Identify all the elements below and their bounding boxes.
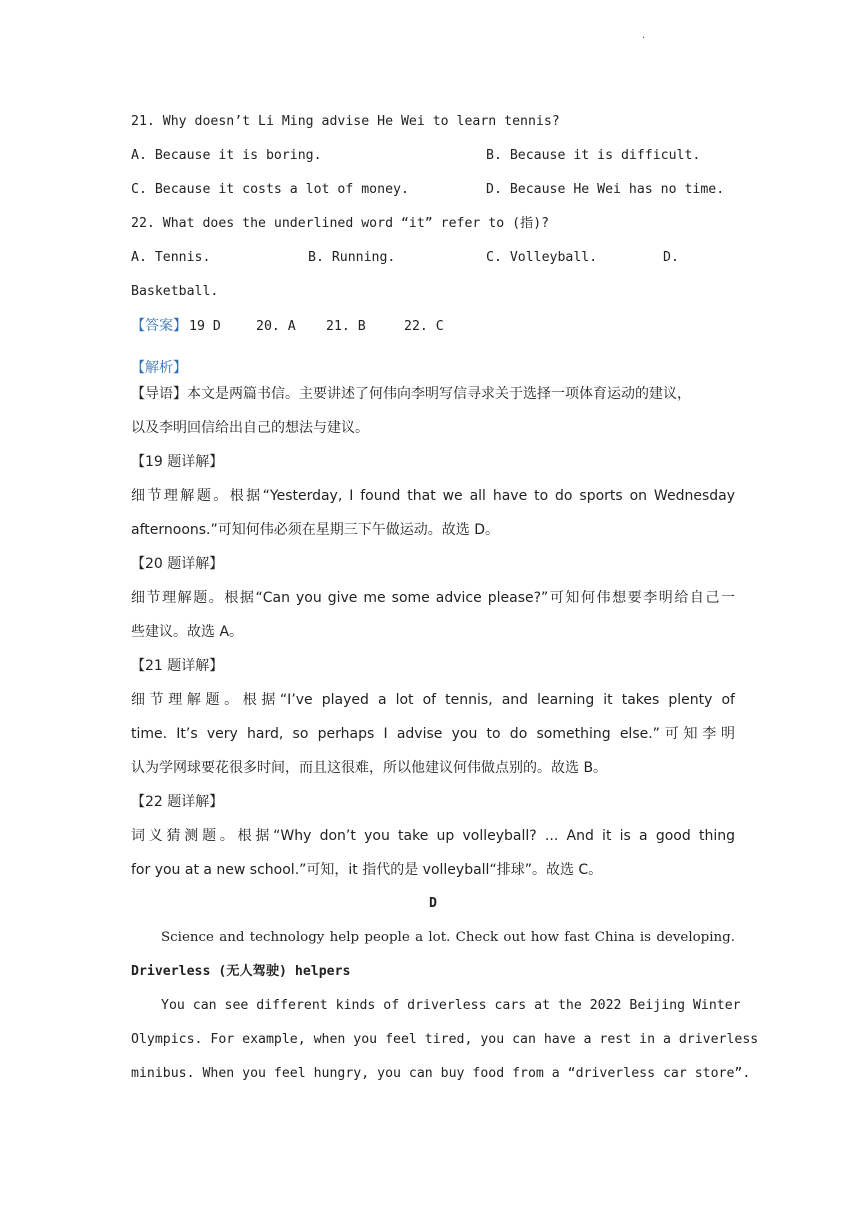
answer-19: 19 D — [189, 319, 221, 334]
section-d-subheading: Driverless (无人驾驶) helpers — [131, 964, 351, 979]
detail-19-line-1: 细节理解题。根据“Yesterday, I found that we all have to do sports on Wednesday — [131, 488, 735, 504]
detail-21-line-3: 认为学网球要花很多时间，而且这很难，所以他建议何伟做点别的。故选 B。 — [131, 760, 608, 776]
q21-option-b: B. Because it is difficult. — [486, 148, 701, 163]
question-22: 22. What does the underlined word “it” refer to (指)? — [131, 216, 550, 231]
detail-19-line-2: afternoons.”可知何伟必须在星期三下午做运动。故选 D。 — [131, 522, 499, 538]
guide-line-1: 【导语】本文是两篇书信。主要讲述了何伟向李明写信寻求关于选择一项体育运动的建议， — [131, 386, 691, 402]
q22-options-row — [131, 246, 735, 280]
detail-20-line-2: 些建议。故选 A。 — [131, 624, 244, 640]
detail-21-line-1: 细节理解题。根据“I’ve played a lot of tennis, and learning it takes plenty of — [131, 692, 735, 708]
analysis-label: 【解析】 — [131, 360, 187, 376]
answer-22: 22. C — [404, 319, 444, 334]
answer-20: 20. A — [256, 319, 296, 334]
section-d-paragraph-line-3: minibus. When you feel hungry, you can buy food from a “driverless car store”. — [131, 1066, 751, 1081]
q22-option-b: B. Running. — [308, 250, 396, 265]
detail-21-title: 【21 题详解】 — [131, 658, 224, 674]
detail-22-line-2: for you at a new school.”可知，it 指代的是 volleyball“排球”。故选 C。 — [131, 862, 603, 878]
answer-row — [131, 314, 735, 348]
answer-values — [189, 319, 444, 334]
detail-22-title: 【22 题详解】 — [131, 794, 224, 810]
detail-20-title: 【20 题详解】 — [131, 556, 224, 572]
detail-19-title: 【19 题详解】 — [131, 454, 224, 470]
document-page — [131, 110, 759, 1096]
q21-option-a: A. Because it is boring. — [131, 148, 322, 163]
header-mark: . — [642, 30, 646, 41]
guide-line-2: 以及李明回信给出自己的想法与建议。 — [131, 420, 369, 436]
section-d-heading: D — [429, 896, 437, 911]
answer-label: 【答案】 — [131, 318, 187, 334]
q21-option-c: C. Because it costs a lot of money. — [131, 182, 409, 197]
q21-options-row2 — [131, 178, 735, 212]
section-d-paragraph-line-1: You can see different kinds of driverless cars at the 2022 Beijing Winter — [161, 998, 741, 1013]
q22-option-d-continued: Basketball. — [131, 284, 219, 299]
q21-option-d: D. Because He Wei has no time. — [486, 182, 725, 197]
detail-20-line-1: 细节理解题。根据“Can you give me some advice please?”可知何伟想要李明给自己一 — [131, 590, 735, 606]
answer-21: 21. B — [326, 319, 366, 334]
section-d-intro: Science and technology help people a lot. Check out how fast China is developing. — [161, 930, 735, 945]
q22-option-c: C. Volleyball. — [486, 250, 598, 265]
q22-option-a: A. Tennis. — [131, 250, 211, 265]
q21-options-row1 — [131, 144, 735, 178]
q22-option-d: D. — [663, 250, 679, 265]
detail-22-line-1: 词义猜测题。根据“Why don’t you take up volleyball? ... And it is a good thing — [131, 828, 735, 844]
question-21: 21. Why doesn’t Li Ming advise He Wei to learn tennis? — [131, 114, 560, 129]
section-d-paragraph-line-2: Olympics. For example, when you feel tired, you can have a rest in a driverless — [131, 1032, 759, 1047]
detail-21-line-2: time. It’s very hard, so perhaps I advise you to do something else.”可知李明 — [131, 726, 735, 742]
